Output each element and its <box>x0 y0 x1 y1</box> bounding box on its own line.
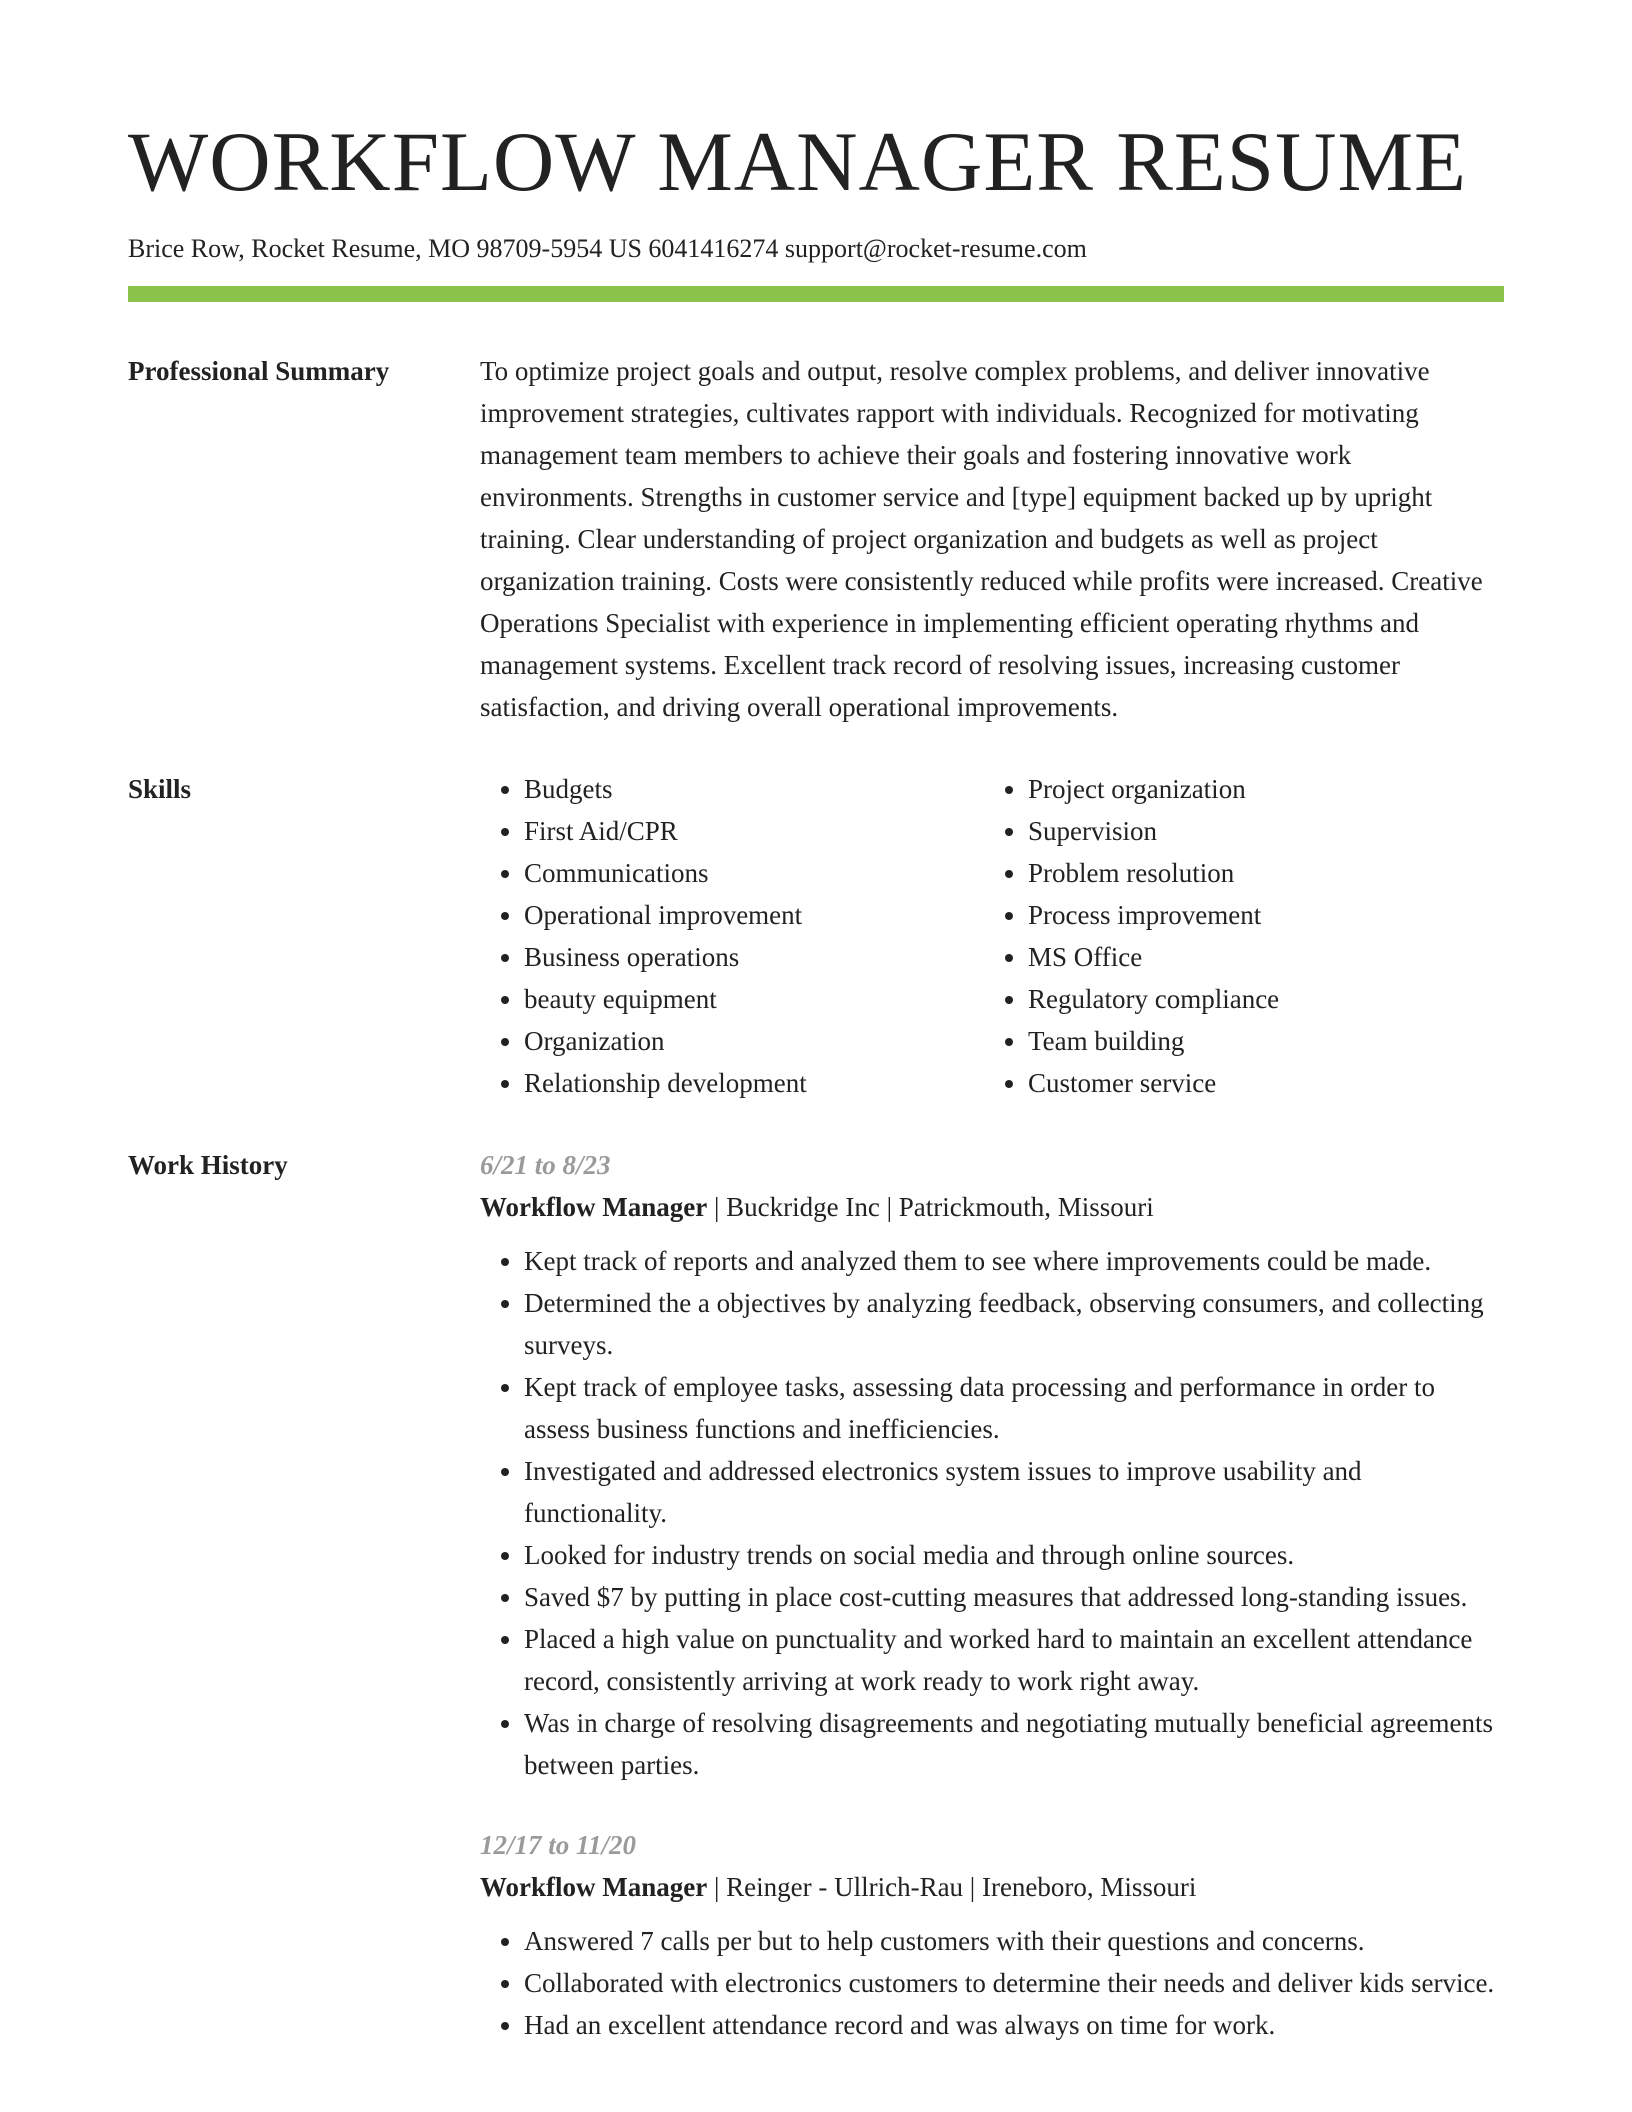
skill-item: • Organization <box>524 1020 984 1062</box>
skill-item: • Customer service <box>1028 1062 1488 1104</box>
skill-item: • Problem resolution <box>1028 852 1488 894</box>
job-entry <box>480 1144 1504 1786</box>
contact-line: Brice Row, Rocket Resume, MO 98709-5954 US 6041416274 support@rocket-resume.com <box>128 234 1087 263</box>
resume-title: WORKFLOW MANAGER RESUME <box>128 115 1467 209</box>
skill-item: • Relationship development <box>524 1062 984 1104</box>
skill-item: • Business operations <box>524 936 984 978</box>
work-history-section <box>128 1144 1504 2046</box>
skill-item: • Regulatory compliance <box>1028 978 1488 1020</box>
skills-list-right <box>984 768 1488 1104</box>
job-bullet: • Collaborated with electronics customers to determine their needs and deliver kids service. <box>524 1962 1504 2004</box>
skills-list-left <box>480 768 984 1104</box>
section-heading-skills: Skills <box>128 774 192 805</box>
skill-item: • beauty equipment <box>524 978 984 1020</box>
skill-item: • Supervision <box>1028 810 1488 852</box>
job-bullets <box>480 1920 1504 2046</box>
job-bullet: • Kept track of employee tasks, assessing data processing and performance in order to assess business functions and inefficiencies. <box>524 1366 1504 1450</box>
summary-text: To optimize project goals and output, resolve complex problems, and deliver innovative improvement strategies, cultivates rapport with individuals. Recognized for motivating management team members to achieve their goals and fostering innovative work environments. Strengths in customer service and [type] equipment backed up by upright training. Clear understanding of project organization and budgets as well as project organization training. Costs were consistently reduced while profits were increased. Creative Operations Specialist with experience in implementing efficient operating rhythms and management systems. Excellent track record of resolving issues, increasing customer satisfaction, and driving overall operational improvements. <box>480 356 1483 723</box>
skill-item: • Communications <box>524 852 984 894</box>
skill-item: • First Aid/CPR <box>524 810 984 852</box>
job-entry <box>480 1824 1504 2046</box>
job-bullet: • Investigated and addressed electronics system issues to improve usability and functionality. <box>524 1450 1504 1534</box>
skill-item: • Team building <box>1028 1020 1488 1062</box>
skill-item: • Budgets <box>524 768 984 810</box>
job-dates: 12/17 to 11/20 <box>480 1830 637 1861</box>
job-role: Workflow Manager <box>480 1192 708 1223</box>
job-role: Workflow Manager <box>480 1872 708 1903</box>
job-bullet: • Determined the a objectives by analyzing feedback, observing consumers, and collecting surveys. <box>524 1282 1504 1366</box>
section-heading-work: Work History <box>128 1150 288 1181</box>
job-bullet: • Kept track of reports and analyzed them to see where improvements could be made. <box>524 1240 1504 1282</box>
accent-divider <box>128 286 1504 302</box>
job-dates: 6/21 to 8/23 <box>480 1150 611 1181</box>
job-title-line <box>480 1866 1504 1908</box>
skill-item: • MS Office <box>1028 936 1488 978</box>
job-bullet: • Was in charge of resolving disagreements and negotiating mutually beneficial agreements between parties. <box>524 1702 1504 1786</box>
job-bullet: • Looked for industry trends on social media and through online sources. <box>524 1534 1504 1576</box>
job-bullet: • Saved $7 by putting in place cost-cutting measures that addressed long-standing issues. <box>524 1576 1504 1618</box>
job-bullet: • Had an excellent attendance record and was always on time for work. <box>524 2004 1504 2046</box>
job-employer-location: | Buckridge Inc | Patrickmouth, Missouri <box>707 1192 1154 1223</box>
skill-item: • Process improvement <box>1028 894 1488 936</box>
skill-item: • Project organization <box>1028 768 1488 810</box>
section-heading-summary: Professional Summary <box>128 356 390 387</box>
skills-section <box>128 768 1504 1104</box>
skill-item: • Operational improvement <box>524 894 984 936</box>
professional-summary-section <box>128 350 1504 728</box>
skills-columns <box>480 768 1504 1104</box>
job-bullet: • Answered 7 calls per but to help customers with their questions and concerns. <box>524 1920 1504 1962</box>
job-bullet: • Placed a high value on punctuality and worked hard to maintain an excellent attendance record, consistently arriving at work ready to work right away. <box>524 1618 1504 1702</box>
job-employer-location: | Reinger - Ullrich-Rau | Ireneboro, Missouri <box>707 1872 1197 1903</box>
job-title-line <box>480 1186 1504 1228</box>
job-bullets <box>480 1240 1504 1786</box>
